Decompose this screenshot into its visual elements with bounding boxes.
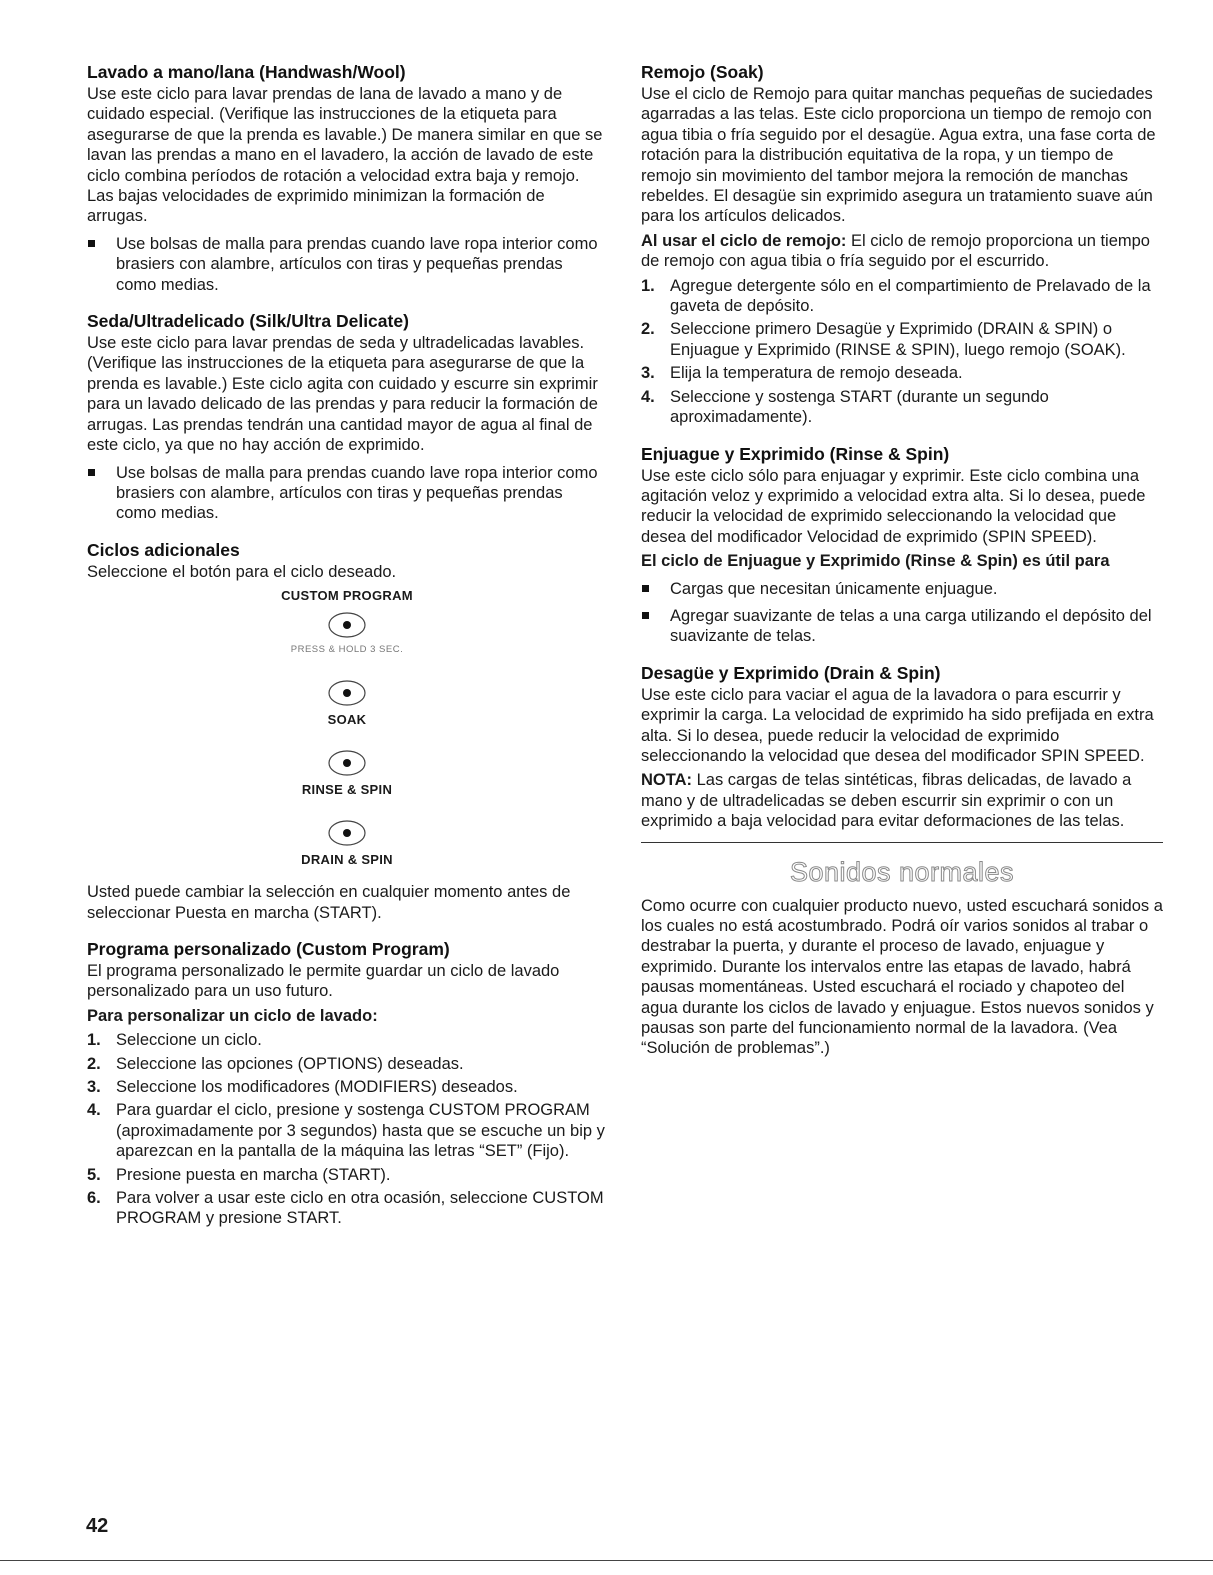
soak-heading: Remojo (Soak) — [641, 62, 764, 82]
additional-cycles-heading: Ciclos adicionales — [87, 539, 240, 560]
drain-spin-button-icon — [319, 818, 375, 848]
square-bullet-icon — [88, 240, 95, 247]
list-item: Agregar suavizante de telas a una carga utilizando el depósito del suavizante de telas. — [641, 606, 1163, 647]
soak-usage-text: Al usar el ciclo de remojo: El ciclo de remojo proporciona un tiempo de remojo con agua tibia o fría seguido por el escurrido. — [641, 231, 1150, 271]
normal-sounds-heading: Sonidos normales — [789, 856, 1015, 887]
list-item: 1. Seleccione un ciclo. — [87, 1031, 262, 1050]
section-rinse-spin — [641, 444, 1163, 647]
handwash-heading: Lavado a mano/lana (Handwash/Wool) — [87, 62, 406, 82]
custom-program-button-icon — [319, 610, 375, 640]
square-bullet-icon — [88, 469, 95, 476]
custom-program-label: CUSTOM PROGRAM — [281, 588, 413, 604]
rinse-spin-bullets — [641, 579, 1163, 647]
silk-heading: Seda/Ultradelicado (Silk/Ultra Delicate) — [87, 311, 409, 332]
section-normal-sounds — [641, 857, 1163, 1059]
list-item: 3. Elija la temperatura de remojo deseada. — [641, 364, 963, 383]
custom-program-steps — [87, 1030, 607, 1229]
list-item: 2. Seleccione las opciones (OPTIONS) deseadas. — [87, 1054, 464, 1073]
rinse-spin-heading: Enjuague y Exprimido (Rinse & Spin) — [641, 443, 950, 464]
rinse-spin-control — [87, 742, 607, 798]
list-item: Cargas que necesitan únicamente enjuague. — [641, 579, 1163, 599]
list-item: 3. Seleccione los modificadores (MODIFIERS) deseados. — [87, 1077, 518, 1096]
section-silk — [87, 311, 607, 524]
normal-sounds-text: Como ocurre con cualquier producto nuevo, usted escuchará sonidos a los cuales no está acostumbrado. Podrá oír varios sonidos al trabar o destrabar la puerta, y durante el proceso de lavado, enjuague y exprimido. Durante los intervalos entre las etapas de lavado, habrá pausas momentáneas. Usted escuchará el rociado y chapoteo del agua durante los ciclos de lavado y enjuague. Estos nuevos sonidos y pausas son parte del funcionamiento normal de la lavadora. (Vea “Solución de problemas”.) — [641, 896, 1163, 1058]
section-additional-cycles — [87, 540, 607, 582]
soak-button-icon — [319, 678, 375, 708]
drain-spin-text: Use este ciclo para vaciar el agua de la lavadora o para escurrir y exprimir la carga. La velocidad de exprimido ha sido prefijada en extra alta. Si lo desea, puede reducir la velocidad de exprimido seleccionando la velocidad que desea del modificador SPIN SPEED. — [641, 685, 1154, 765]
section-soak — [641, 62, 1163, 428]
rinse-spin-text: Use este ciclo sólo para enjuagar y exprimir. Este ciclo combina una agitación veloz y exprimido a velocidad extra alta. Si lo desea, puede reducir la velocidad de exprimido seleccionando la velocidad que desea del modificador Velocidad de exprimido (SPIN SPEED). — [641, 466, 1146, 546]
handwash-text: Use este ciclo para lavar prendas de lana de lavado a mano y de cuidado especial. (Verifique las instrucciones de la etiqueta para asegurarse de que la prenda es lavable.) De manera similar en que se lavan las prendas a mano en el lavadero, la acción de lavado de este ciclo combina períodos de rotación a velocidad extra baja y remojo. Las bajas velocidades de exprimido minimizan la formación de arrugas. — [87, 85, 603, 226]
rinse-spin-subheading: El ciclo de Enjuague y Exprimido (Rinse & Spin) es útil para — [641, 552, 1110, 571]
section-drain-spin — [641, 663, 1163, 832]
additional-cycles-text: Seleccione el botón para el ciclo deseado. — [87, 562, 397, 581]
page-number: 42 — [86, 1515, 109, 1537]
soak-label: SOAK — [327, 712, 367, 728]
list-item: 4. Seleccione y sostenga START (durante un segundo aproximadamente). — [641, 387, 1049, 427]
list-item: Use bolsas de malla para prendas cuando lave ropa interior como brasiers con alambre, artículos con tiras y pequeñas prendas como medias. — [87, 234, 607, 295]
change-selection-text: Usted puede cambiar la selección en cualquier momento antes de seleccionar Puesta en marcha (START). — [87, 883, 571, 922]
list-item: Use bolsas de malla para prendas cuando lave ropa interior como brasiers con alambre, artículos con tiras y pequeñas prendas como medias. — [87, 463, 607, 524]
square-bullet-icon — [642, 612, 649, 619]
list-item: 5. Presione puesta en marcha (START). — [87, 1165, 391, 1184]
drain-spin-heading: Desagüe y Exprimido (Drain & Spin) — [641, 662, 941, 683]
drain-spin-control — [87, 812, 607, 868]
page-bottom-rule — [0, 1560, 1213, 1561]
drain-spin-note: NOTA: Las cargas de telas sintéticas, fibras delicadas, de lavado a mano y de ultradelicadas se deben escurrir sin exprimir o con un exprimido a baja velocidad para evitar deformaciones de las telas. — [641, 771, 1132, 831]
custom-program-text: El programa personalizado le permite guardar un ciclo de lavado personalizado para un uso futuro. — [87, 961, 560, 1001]
section-divider — [641, 842, 1163, 843]
list-item: 6. Para volver a usar este ciclo en otra ocasión, seleccione CUSTOM PROGRAM y presione START. — [87, 1189, 604, 1228]
list-item: 1. Agregue detergente sólo en el compartimiento de Prelavado de la gaveta de depósito. — [641, 276, 1151, 316]
soak-steps — [641, 276, 1163, 428]
list-item: 4. Para guardar el ciclo, presione y sostenga CUSTOM PROGRAM (aproximadamente por 3 segundos) hasta que se escuche un bip y aparezcan en la pantalla de la máquina las letras “SET” (Fijo). — [87, 1101, 605, 1161]
custom-program-hint: PRESS & HOLD 3 SEC. — [290, 644, 404, 656]
soak-text: Use el ciclo de Remojo para quitar manchas pequeñas de suciedades agarradas a las telas. Este ciclo proporciona un tiempo de remojo con agua tibia o fría seguido por el desagüe. Agua extra, una fase corta de rotación para la distribución equitativa de la ropa, y un tiempo de remojo sin movimiento del tambor mejora la remoción de manchas rebeldes. El desagüe sin exprimido asegura un tratamiento suave aún para los artículos delicados. — [641, 85, 1156, 226]
custom-program-control — [87, 588, 607, 656]
control-panel-illustration — [87, 588, 607, 868]
square-bullet-icon — [642, 585, 649, 592]
custom-program-subheading: Para personalizar un ciclo de lavado: — [87, 1006, 378, 1025]
custom-program-heading: Programa personalizado (Custom Program) — [87, 938, 450, 959]
section-handwash — [87, 62, 607, 295]
left-column — [87, 62, 607, 1232]
section-custom-program — [87, 939, 607, 1229]
drain-spin-label: DRAIN & SPIN — [301, 852, 393, 868]
soak-control — [87, 672, 607, 728]
handwash-bullets — [87, 234, 607, 295]
right-column — [641, 62, 1163, 1059]
silk-text: Use este ciclo para lavar prendas de seda y ultradelicadas lavables. (Verifique las instrucciones de la etiqueta para asegurarse de que la prenda es lavable.) Este ciclo agita con cuidado y escurre sin exprimir para un lavado delicado de las prendas y para reducir la formación de arrugas. Las prendas tendrán una cantidad mayor de agua al final de este ciclo, ya que no hay acción de exprimido. — [87, 334, 598, 455]
rinse-spin-button-icon — [319, 748, 375, 778]
list-item: 2. Seleccione primero Desagüe y Exprimido (DRAIN & SPIN) o Enjuague y Exprimido (RINSE & SPIN), luego remojo (SOAK). — [641, 320, 1126, 359]
silk-bullets — [87, 463, 607, 524]
rinse-spin-label: RINSE & SPIN — [301, 782, 393, 798]
